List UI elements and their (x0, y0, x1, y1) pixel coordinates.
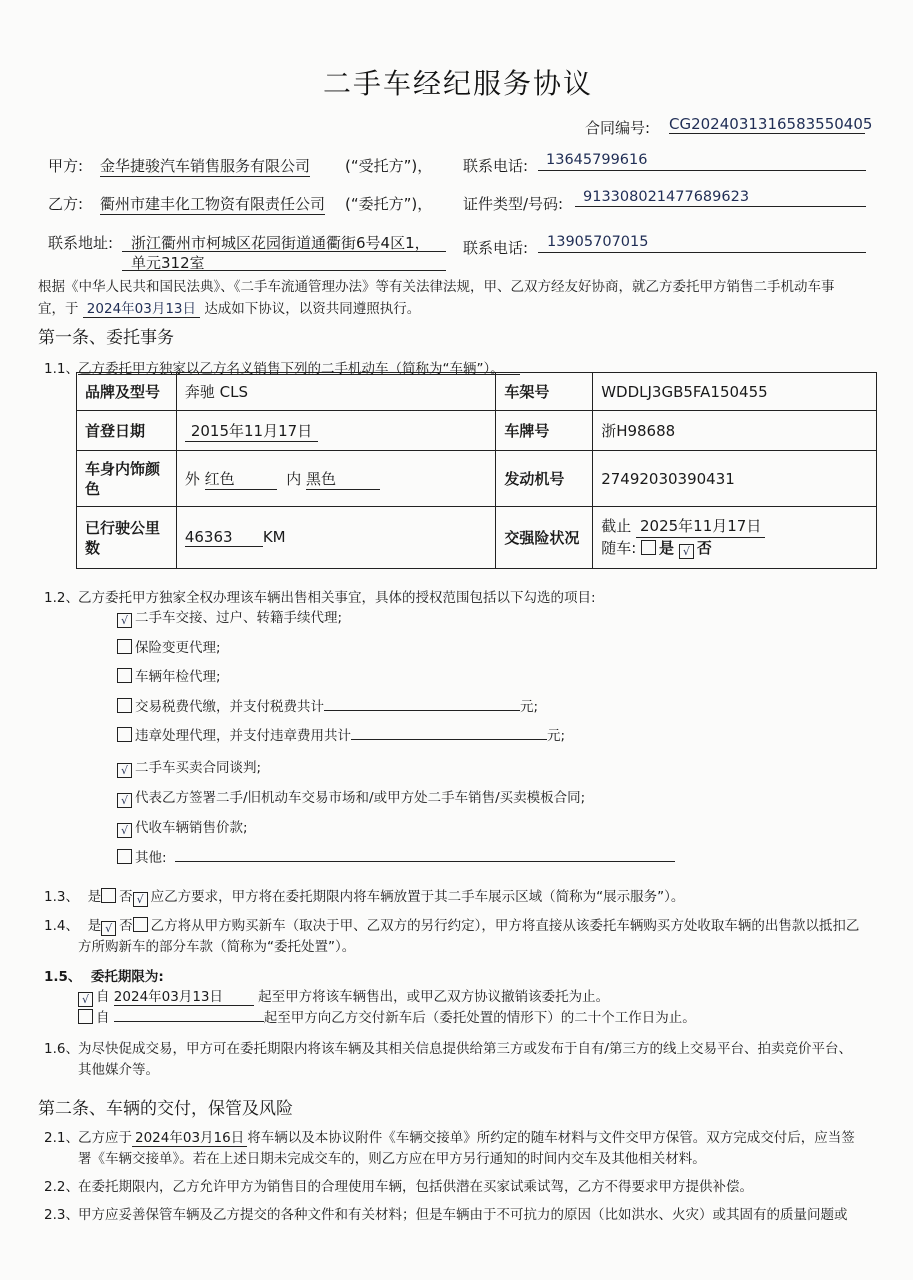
contract-number: CG2024031316583550405 (669, 115, 873, 133)
party-b-id-underline (575, 206, 866, 207)
document-title: 二手车经纪服务协议 (323, 67, 594, 100)
exterior-color: 红色 (205, 468, 277, 490)
party-a-name: 金华捷骏汽车销售服务有限公司 (100, 157, 311, 175)
option-negotiation: √ 二手车买卖合同谈判; (117, 756, 261, 778)
clause-2-1-num: 2.1、 (44, 1130, 79, 1146)
clause-1-1-num: 1.1、 (44, 361, 79, 377)
option-inspection: 车辆年检代理; (117, 665, 221, 685)
engine-label: 发动机号 (496, 451, 593, 507)
term-option-2: 自 起至甲方向乙方交付新车后（委托处置的情形下）的二十个工作日为止。 (78, 1006, 696, 1026)
clause-1-4-yes-checkbox[interactable]: √ (101, 921, 116, 936)
party-a-label: 甲方: (48, 157, 84, 175)
reg-date-value: 2015年11月17日 (185, 420, 318, 442)
insurance-label: 交强险状况 (496, 507, 593, 569)
clause-2-2-num: 2.2、 (44, 1179, 79, 1195)
clause-1-4-line1: 1.4、 是 √ 否 乙方将从甲方购买新车（取决于甲、乙双方的另行约定），甲方将直接从该委托车辆购买方处收取车辆的出售款以抵扣乙 (44, 918, 860, 935)
option-insurance: 保险变更代理; (117, 636, 221, 656)
mileage-value: 46363 (185, 528, 263, 547)
agreement-date: 2024年03月13日 (83, 297, 200, 318)
term-option-2-checkbox[interactable] (78, 1009, 93, 1024)
with-car-yes-checkbox[interactable] (641, 540, 656, 555)
option-sign-contract-checkbox[interactable]: √ (117, 793, 132, 808)
clause-1-3-yes-checkbox[interactable] (101, 888, 116, 903)
other-blank[interactable] (175, 847, 675, 862)
party-b-label: 乙方: (48, 195, 84, 213)
preamble-line2: 宜，于 2024年03月13日 达成如下协议，以资共同遵照执行。 (38, 297, 420, 318)
term-option-1-checkbox[interactable]: √ (78, 992, 93, 1007)
clause-1-6-num: 1.6、 (44, 1041, 79, 1057)
clause-1-4-line2: 方所购新车的部分车款（简称为“委托处置”）。 (78, 939, 356, 955)
brand-label: 品牌及型号 (77, 373, 177, 411)
section1-title: 第一条、委托事务 (38, 328, 174, 348)
term-start-date: 2024年03月13日 (114, 985, 254, 1006)
party-a-role: (“受托方”)， (345, 157, 433, 175)
party-b-phone: 13905707015 (547, 234, 649, 250)
reg-date-label: 首登日期 (77, 411, 177, 451)
clause-1-2-num: 1.2、 (44, 590, 79, 606)
clause-2-3-num: 2.3、 (44, 1207, 79, 1223)
option-inspection-checkbox[interactable] (117, 668, 132, 683)
contract-number-label: 合同编号: (585, 119, 651, 137)
party-b-phone-underline (538, 252, 866, 253)
clause-1-3-no-checkbox[interactable]: √ (133, 892, 148, 907)
violation-amount-blank[interactable] (351, 725, 547, 740)
mileage-unit: KM (262, 528, 286, 546)
option-collect-payment-checkbox[interactable]: √ (117, 823, 132, 838)
option-violation-checkbox[interactable] (117, 727, 132, 742)
insurance-until: 2025年11月17日 (636, 516, 765, 538)
option-insurance-checkbox[interactable] (117, 639, 132, 654)
party-b-role: (“委托方”)， (345, 195, 433, 213)
clause-1-6-line2: 其他媒介等。 (78, 1062, 159, 1078)
plate-value: 浙H98688 (593, 411, 877, 451)
mileage-cell (176, 507, 496, 569)
address-underline-2 (122, 270, 446, 271)
mileage-label: 已行驶公里数 (77, 507, 177, 569)
party-b-id-number: 913308021477689623 (583, 189, 750, 205)
clause-2-3-text: 甲方应妥善保管车辆及乙方提交的各种文件和有关材料；但是车辆由于不可抗力的原因（比如洪水、火灾）或其固有的质量问题或 (78, 1207, 848, 1223)
option-other: 其他: (117, 846, 675, 866)
clause-2-1-line1: 乙方应于 2024年03月16日 将车辆以及本协议附件《车辆交接单》所约定的随车材料与文件交甲方保管。双方完成交付后，应当签 (78, 1126, 855, 1147)
option-tax-checkbox[interactable] (117, 698, 132, 713)
party-b-phone-label: 联系电话: (463, 239, 529, 257)
party-a-phone: 13645799616 (546, 152, 648, 168)
option-transfer-checkbox[interactable]: √ (117, 613, 132, 628)
option-other-checkbox[interactable] (117, 849, 132, 864)
party-a-phone-label: 联系电话: (463, 157, 529, 175)
color-label: 车身内饰颜色 (77, 451, 177, 507)
option-violation: 违章处理代理，并支付违章费用共计 元; (117, 724, 565, 744)
clause-2-1-line2: 署《车辆交接单》。若在上述日期未完成交车的，则乙方应在甲方另行通知的时间内交车及其他相关材料。 (78, 1151, 706, 1167)
delivery-date: 2024年03月16日 (132, 1126, 247, 1147)
party-b-name: 衢州市建丰化工物资有限责任公司 (100, 195, 326, 213)
engine-value: 27492030390431 (593, 451, 877, 507)
plate-label: 车牌号 (496, 411, 593, 451)
option-transfer: √ 二手车交接、过户、转籍手续代理; (117, 606, 342, 628)
term-option-2-blank[interactable] (114, 1007, 264, 1022)
vehicle-table (76, 372, 877, 569)
clause-2-2-text: 在委托期限内，乙方允许甲方为销售目的合理使用车辆，包括供潜在买家试乘试驾，乙方不得要求甲方提供补偿。 (78, 1179, 753, 1195)
vin-label: 车架号 (496, 373, 593, 411)
option-negotiation-checkbox[interactable]: √ (117, 763, 132, 778)
interior-color: 黑色 (306, 468, 380, 490)
clause-1-2-text: 乙方委托甲方独家全权办理该车辆出售相关事宜，具体的授权范围包括以下勾选的项目: (78, 590, 596, 606)
party-a-phone-underline (538, 170, 866, 171)
insurance-cell: 截止 2025年11月17日 随车: 是 √ 否 (593, 507, 877, 569)
section2-title: 第二条、车辆的交付，保管及风险 (38, 1099, 293, 1119)
clause-1-6-line1: 为尽快促成交易，甲方可在委托期限内将该车辆及其相关信息提供给第三方或发布于自有/第三方的线上交易平台、拍卖竞价平台、 (78, 1041, 853, 1057)
clause-1-3: 1.3、 是 否 √ 应乙方要求，甲方将在委托期限内将车辆放置于其二手车展示区域（简称为“展示服务”）。 (44, 889, 685, 906)
option-sign-contract: √ 代表乙方签署二手/旧机动车交易市场和/或甲方处二手车销售/买卖模板合同; (117, 786, 585, 808)
clause-1-5-title: 1.5、 委托期限为: (44, 969, 164, 985)
party-b-id-label: 证件类型/号码: (463, 195, 564, 213)
party-b-address-label: 联系地址: (48, 234, 114, 252)
party-b-address-line1: 浙江衢州市柯城区花园街道通衢街6号4区1， (131, 234, 430, 252)
with-car-no-checkbox[interactable]: √ (679, 544, 694, 559)
clause-1-1-text: 乙方委托甲方独家以乙方名义销售下列的二手机动车（简称为“车辆”）。 (78, 361, 504, 377)
term-option-1: √ 自 2024年03月13日 起至甲方将该车辆售出，或甲乙双方协议撤销该委托为止。 (78, 985, 609, 1007)
brand-value: 奔驰 CLS (176, 373, 496, 411)
reg-date-cell (176, 411, 496, 451)
tax-amount-blank[interactable] (324, 696, 520, 711)
vin-value: WDDLJ3GB5FA150455 (593, 373, 877, 411)
clause-1-4-no-checkbox[interactable] (133, 917, 148, 932)
option-collect-payment: √ 代收车辆销售价款; (117, 816, 248, 838)
preamble-line1: 根据《中华人民共和国民法典》、《二手车流通管理办法》等有关法律法规，甲、乙双方经友好协商，就乙方委托甲方销售二手机动车事 (38, 279, 835, 295)
option-tax: 交易税费代缴，并支付税费共计 元; (117, 695, 538, 715)
color-cell: 外 红色 内 黑色 (176, 451, 496, 507)
party-b-address-line2: 单元312室 (131, 254, 205, 272)
